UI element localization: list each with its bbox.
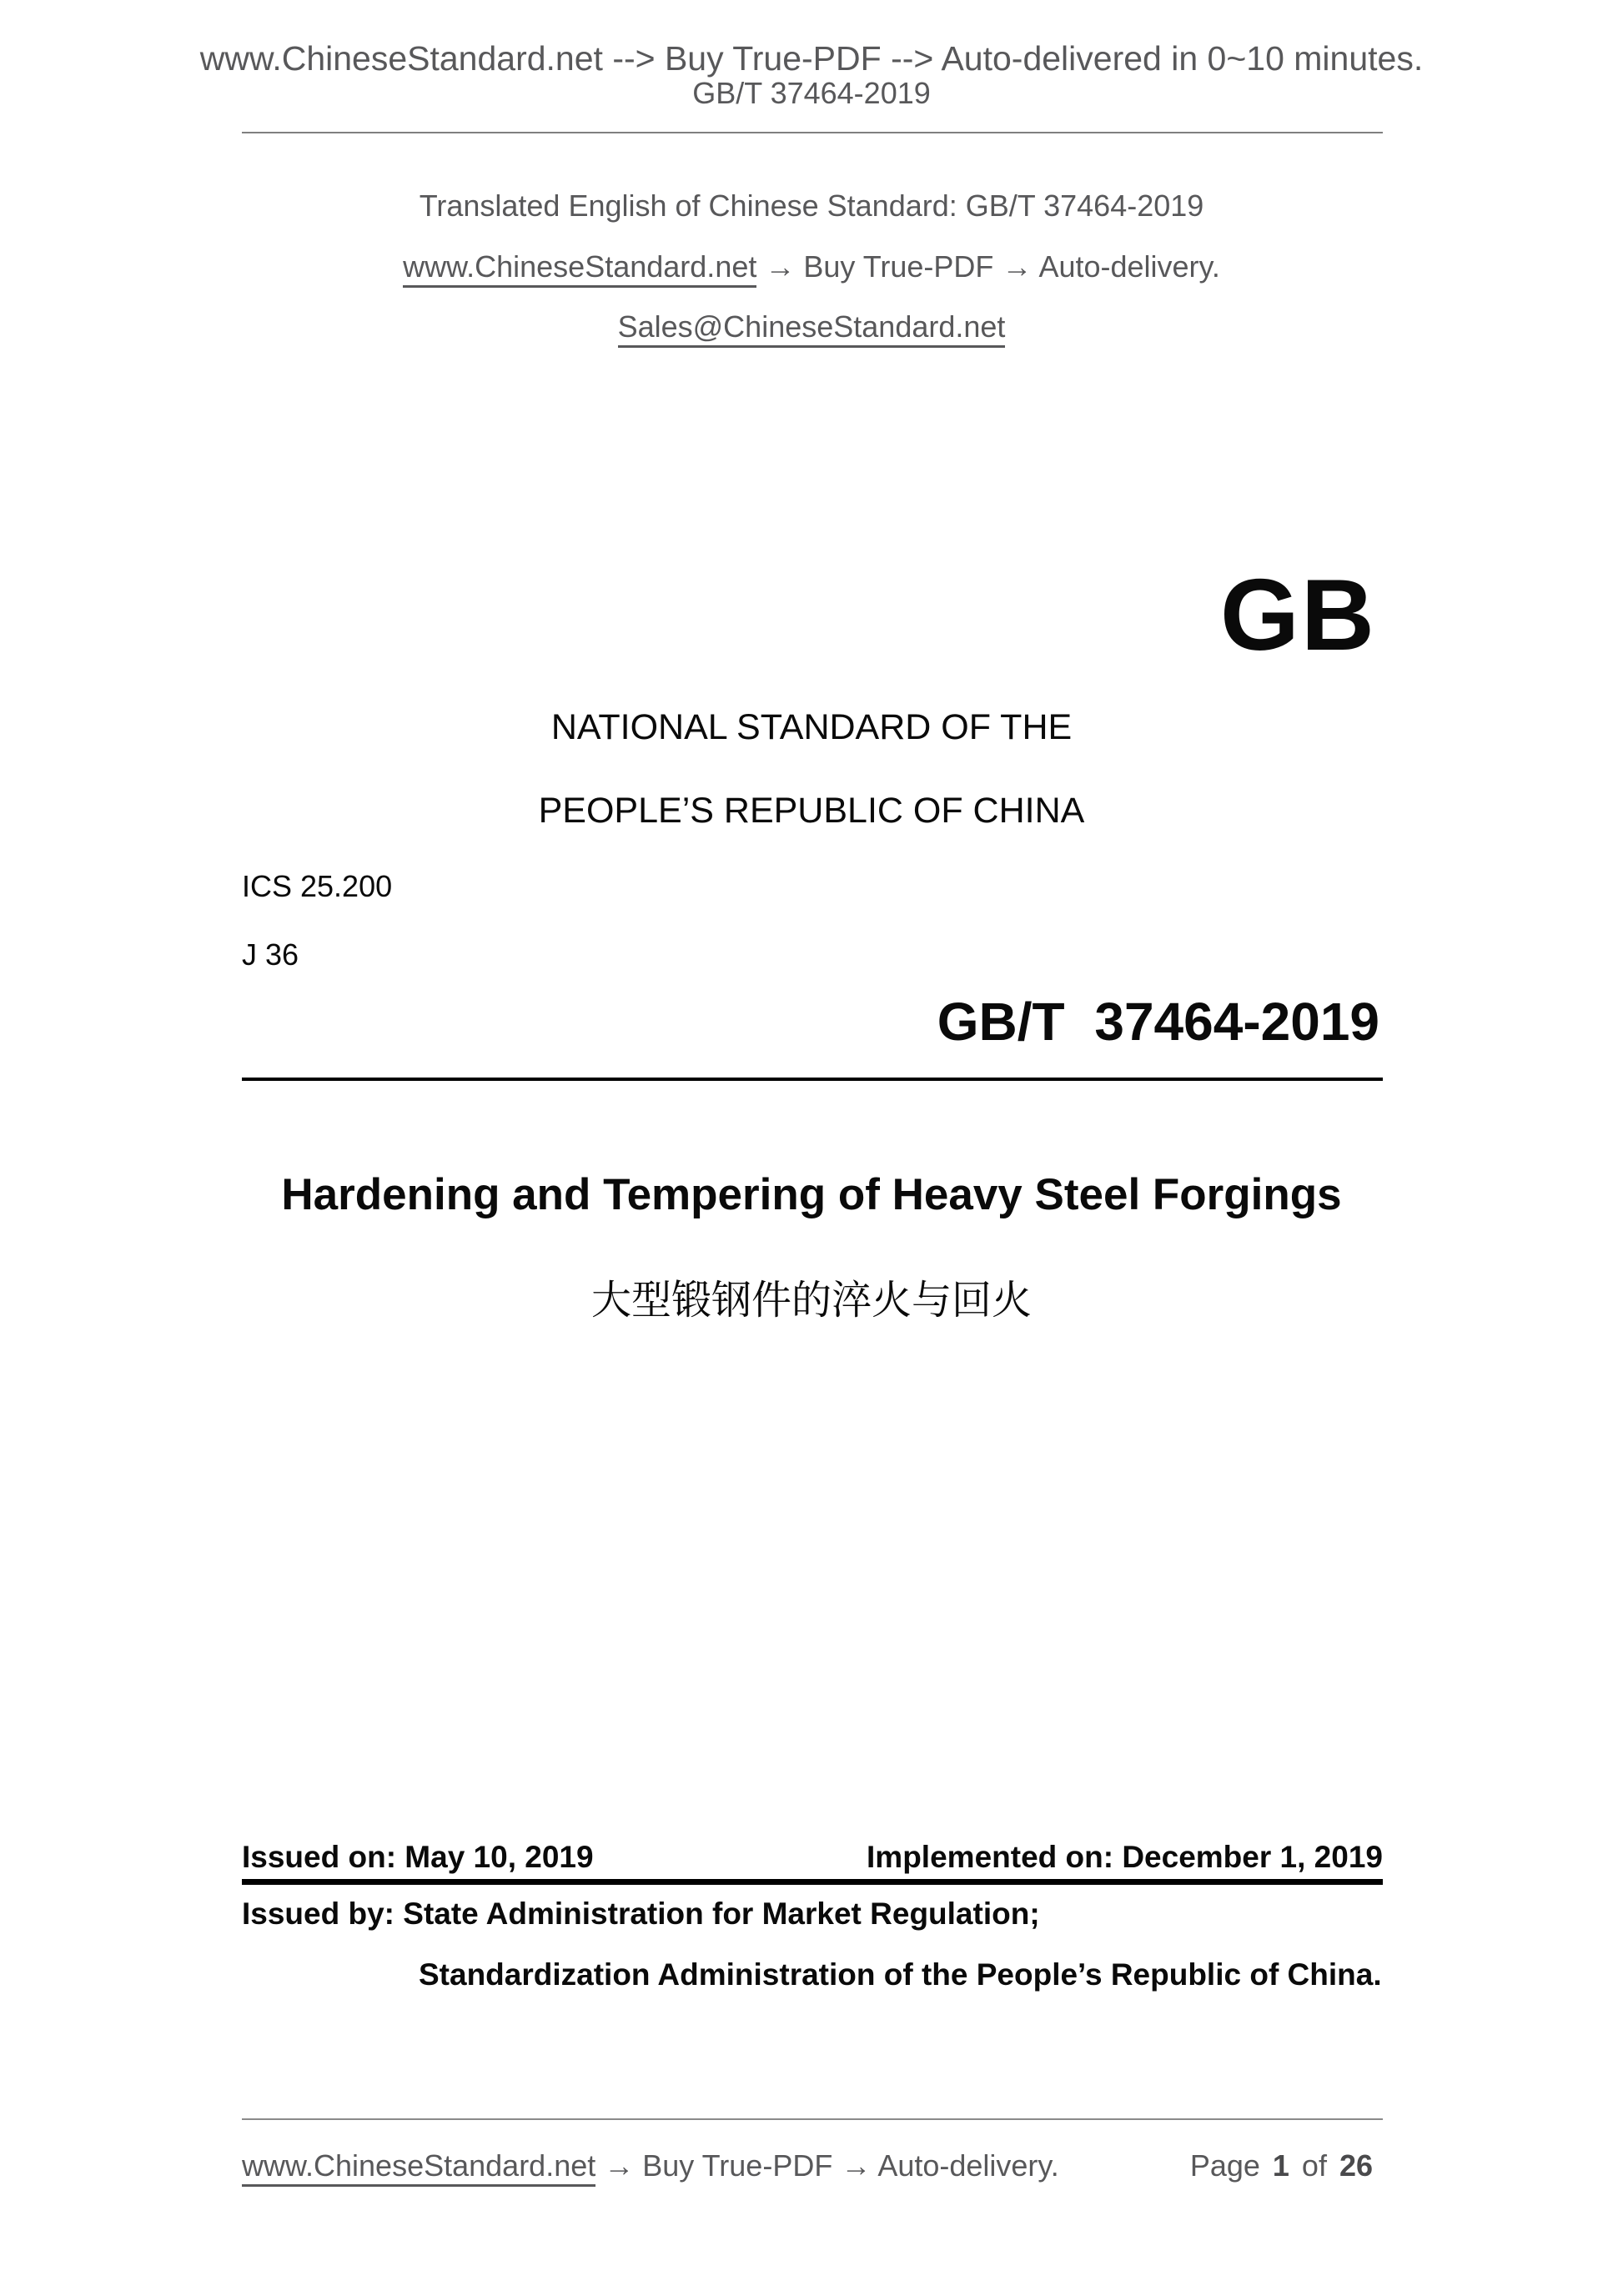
header-banner: www.ChineseStandard.net --> Buy True-PDF --> Auto-delivered in 0~10 minutes. bbox=[199, 39, 1424, 78]
issuance-dates-row bbox=[242, 1840, 1383, 1875]
national-standard-line2: PEOPLE’S REPUBLIC OF CHINA bbox=[538, 791, 1085, 831]
footer-site-line-rest: → Buy True-PDF → Auto-delivery. bbox=[595, 2148, 1059, 2183]
standard-number: GB/T 37464-2019 bbox=[937, 992, 1379, 1052]
page-indicator bbox=[1190, 2148, 1373, 2183]
gb-logo: GB bbox=[1220, 558, 1376, 671]
ics-code: ICS 25.200 bbox=[242, 869, 393, 903]
issuer-second-authority: Standardization Administration of the People’s Republic of China. bbox=[419, 1957, 1382, 1992]
issued-by-line: Issued by: State Administration for Market Regulation; bbox=[242, 1897, 1040, 1931]
header-divider bbox=[242, 132, 1383, 133]
issuance-divider bbox=[242, 1879, 1383, 1885]
standard-title-english: Hardening and Tempering of Heavy Steel Forgings bbox=[281, 1170, 1342, 1219]
site-line-rest: → Buy True-PDF → Auto-delivery. bbox=[756, 249, 1220, 284]
standard-title-chinese: 大型锻钢件的淬火与回火 bbox=[590, 1279, 1032, 1323]
implemented-on-date: Implemented on: December 1, 2019 bbox=[867, 1840, 1383, 1874]
sales-email-link[interactable]: Sales@ChineseStandard.net bbox=[618, 309, 1006, 348]
footer-site-line bbox=[242, 2148, 1059, 2183]
issued-on-date: Issued on: May 10, 2019 bbox=[242, 1840, 594, 1874]
page-current: 1 bbox=[1272, 2148, 1289, 2183]
header-doc-code: GB/T 37464-2019 bbox=[692, 76, 931, 110]
page-total: 26 bbox=[1339, 2148, 1373, 2183]
site-link[interactable]: www.ChineseStandard.net bbox=[403, 249, 756, 288]
page-label: Page bbox=[1189, 2148, 1260, 2183]
footer-divider bbox=[242, 2118, 1383, 2120]
footer-site-link[interactable]: www.ChineseStandard.net bbox=[242, 2148, 595, 2187]
translated-standard-line: Translated English of Chinese Standard: GB/T 37464-2019 bbox=[419, 188, 1204, 223]
page-of-label: of bbox=[1301, 2148, 1327, 2183]
classification-code: J 36 bbox=[242, 937, 299, 972]
standard-number-divider bbox=[242, 1078, 1383, 1081]
site-buy-line bbox=[0, 249, 1623, 284]
national-standard-line1: NATIONAL STANDARD OF THE bbox=[550, 707, 1073, 747]
email-line bbox=[0, 309, 1623, 344]
